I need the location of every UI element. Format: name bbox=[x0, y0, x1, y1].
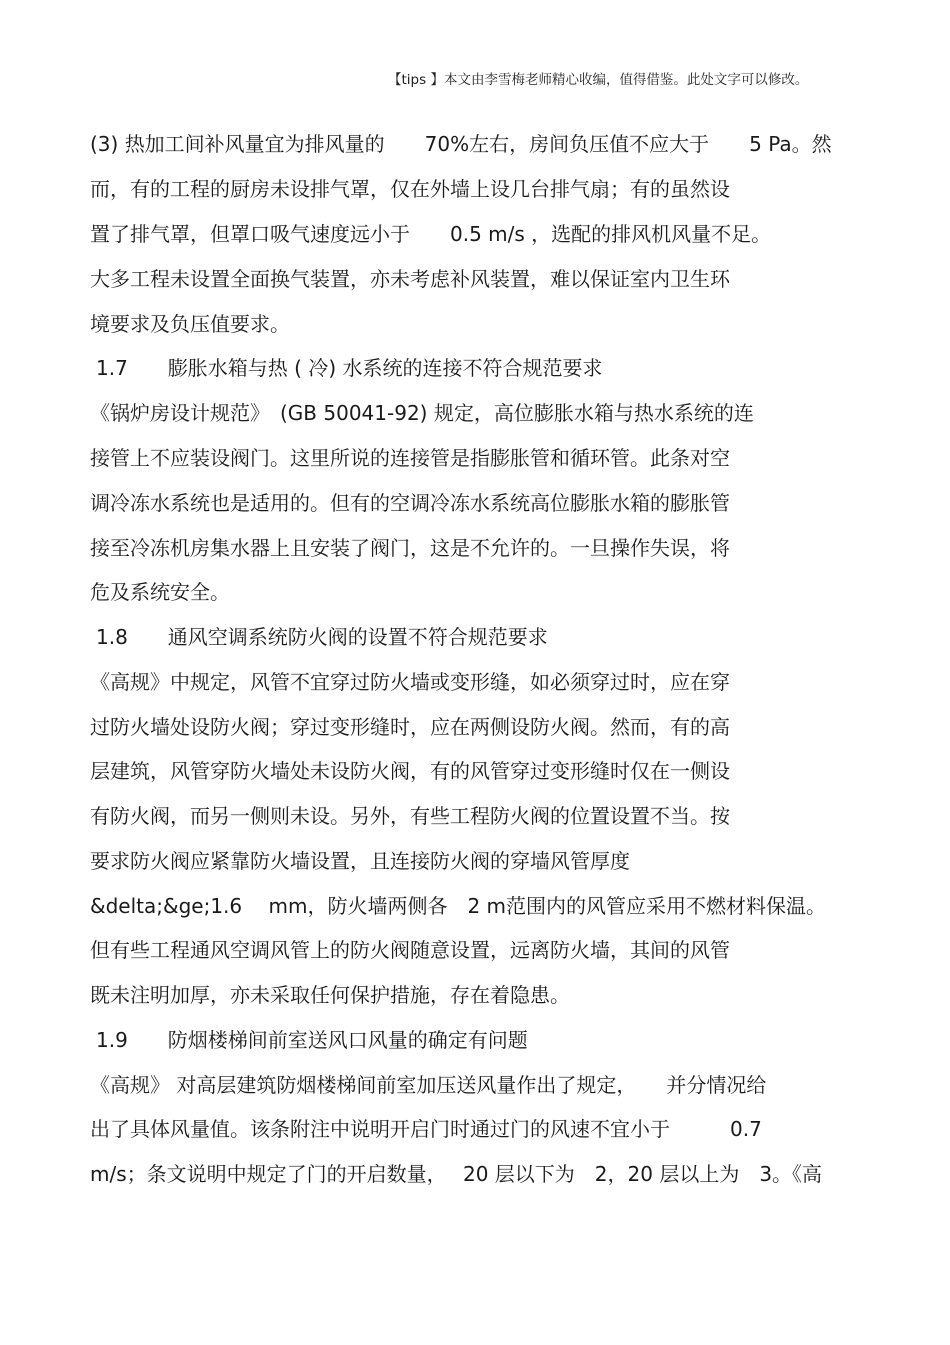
section-heading-1-8: 1.8 通风空调系统防火阀的设置不符合规范要求 bbox=[96, 625, 548, 649]
text-line: m/s；条文说明中规定了门的开启数量， 20 层以下为 2，20 层以上为 3。《高 bbox=[90, 1162, 823, 1186]
text-line: &delta;&ge;1.6 mm，防火墙两侧各 2 m范围内的风管应采用不燃材料保温。 bbox=[90, 894, 827, 918]
tips-header: 【tips 】本文由李雪梅老师精心收编，值得借鉴。此处文字可以修改。 bbox=[388, 72, 809, 88]
text-line: 《高规》 对高层建筑防烟楼梯间前室加压送风量作出了规定， 并分情况给 bbox=[90, 1073, 767, 1097]
text-line: 既未注明加厚，亦未采取任何保护措施，存在着隐患。 bbox=[90, 983, 570, 1007]
text-line: 有防火阀，而另一侧则未设。另外，有些工程防火阀的位置设置不当。按 bbox=[90, 804, 730, 828]
text-line: 而，有的工程的厨房未设排气罩，仅在外墙上设几台排气扇；有的虽然设 bbox=[90, 177, 730, 201]
text-line: 《高规》中规定，风管不宜穿过防火墙或变形缝，如必须穿过时，应在穿 bbox=[90, 670, 730, 694]
text-line: 置了排气罩，但罩口吸气速度远小于 0.5 m/s ，选配的排风机风量不足。 bbox=[90, 222, 772, 246]
text-line: 调冷冻水系统也是适用的。但有的空调冷冻水系统高位膨胀水箱的膨胀管 bbox=[90, 491, 730, 515]
text-line: 大多工程未设置全面换气装置，亦未考虑补风装置，难以保证室内卫生环 bbox=[90, 267, 730, 291]
text-line: 境要求及负压值要求。 bbox=[90, 312, 290, 336]
text-line: 但有些工程通风空调风管上的防火阀随意设置，远离防火墙，其间的风管 bbox=[90, 938, 730, 962]
text-line: 要求防火阀应紧靠防火墙设置，且连接防火阀的穿墙风管厚度 bbox=[90, 849, 630, 873]
section-heading-1-9: 1.9 防烟楼梯间前室送风口风量的确定有问题 bbox=[96, 1028, 528, 1052]
section-heading-1-7: 1.7 膨胀水箱与热 ( 冷) 水系统的连接不符合规范要求 bbox=[96, 356, 603, 380]
text-line: 《锅炉房设计规范》 (GB 50041-92) 规定，高位膨胀水箱与热水系统的连 bbox=[90, 401, 754, 425]
text-line: 接至冷冻机房集水器上且安装了阀门，这是不允许的。一旦操作失误，将 bbox=[90, 536, 730, 560]
text-line: (3) 热加工间补风量宜为排风量的 70%左右，房间负压值不应大于 5 Pa。然 bbox=[90, 132, 832, 156]
text-line: 过防火墙处设防火阀；穿过变形缝时，应在两侧设防火阀。然而，有的高 bbox=[90, 715, 730, 739]
text-line: 接管上不应装设阀门。这里所说的连接管是指膨胀管和循环管。此条对空 bbox=[90, 446, 730, 470]
text-line: 层建筑，风管穿防火墙处未设防火阀，有的风管穿过变形缝时仅在一侧设 bbox=[90, 759, 730, 783]
text-line: 危及系统安全。 bbox=[90, 580, 230, 604]
text-line: 出了具体风量值。该条附注中说明开启门时通过门的风速不宜小于 0.7 bbox=[90, 1117, 762, 1141]
